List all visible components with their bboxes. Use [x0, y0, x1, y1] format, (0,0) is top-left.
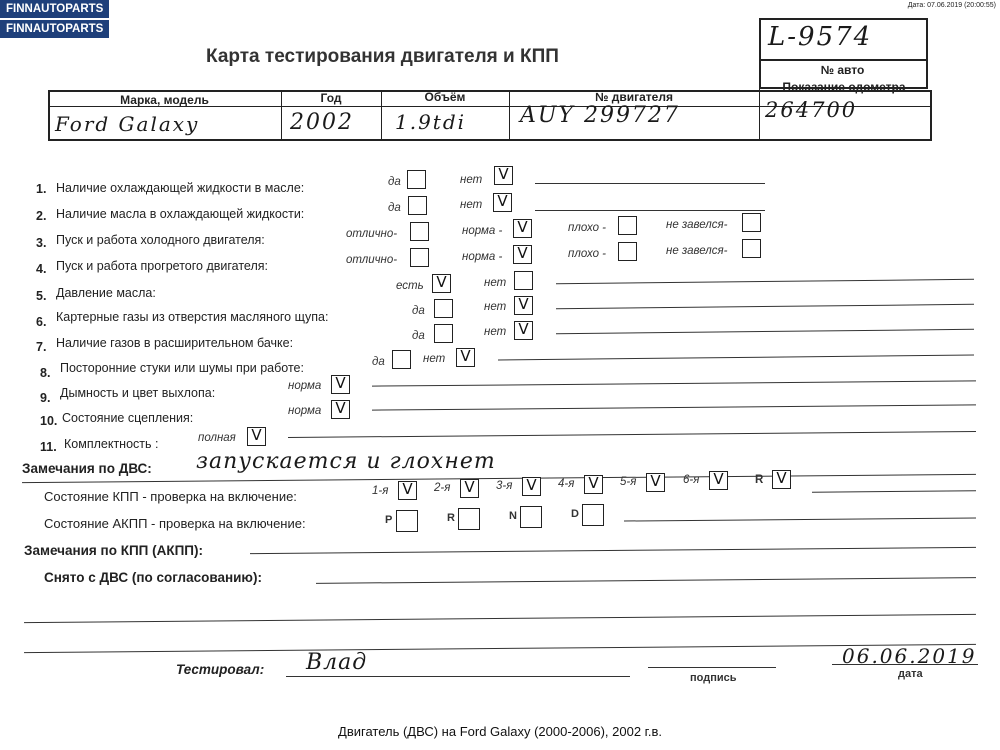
check-4-text: Пуск и работа прогретого двигателя:: [56, 259, 268, 273]
date-stamp: Дата: 07.06.2019 (20:00:55): [907, 2, 996, 9]
gear-6-label: 6-я: [683, 474, 700, 486]
tested-label: Тестировал:: [176, 662, 265, 677]
check-8-box2[interactable]: V: [456, 348, 475, 367]
auto-p-box[interactable]: [396, 510, 418, 532]
auto-gearbox-note-line: [624, 517, 976, 521]
check-4-opt4: не завелся-: [666, 245, 728, 257]
auto-p-label: P: [385, 514, 393, 526]
check-5-opt2: нет: [484, 277, 507, 289]
header-engine-no: № двигателя: [595, 90, 673, 104]
check-5-opt1: есть: [396, 280, 424, 292]
check-7-note-line: [556, 329, 974, 334]
check-5-box2[interactable]: [514, 271, 533, 290]
check-5-num: 5.: [36, 289, 47, 303]
check-2-note-line: [535, 210, 765, 211]
check-10-note-line: [372, 404, 976, 410]
check-2-num: 2.: [36, 209, 47, 223]
check-5-box1[interactable]: V: [432, 274, 451, 293]
gearbox-label: Состояние КПП - проверка на включение:: [44, 489, 297, 504]
check-2-opt2: нет: [460, 199, 483, 211]
check-9-opt1: норма: [288, 380, 322, 392]
check-11-text: Комплектность :: [64, 437, 159, 451]
auto-n-label: N: [509, 510, 517, 522]
form-title: Карта тестирования двигателя и КПП: [206, 46, 559, 67]
check-4-opt1: отлично-: [346, 254, 398, 266]
check-3-box2[interactable]: V: [513, 219, 532, 238]
signature-label: подпись: [690, 672, 737, 684]
header-year: Год: [320, 91, 342, 105]
check-1-box2[interactable]: V: [494, 166, 513, 185]
check-3-opt2: норма -: [462, 225, 503, 237]
auto-d-label: D: [571, 508, 579, 520]
tested-line: [286, 676, 630, 677]
check-8-opt2: нет: [423, 353, 446, 365]
check-1-text: Наличие охлаждающей жидкости в масле:: [56, 181, 305, 195]
check-7-opt1: да: [412, 330, 425, 342]
check-10-num: 10.: [40, 414, 58, 428]
header-volume: Объём: [424, 90, 466, 104]
check-9-text: Дымность и цвет выхлопа:: [60, 386, 216, 400]
watermark-top: FINNAUTOPARTS: [0, 0, 109, 18]
check-9-note-line: [372, 380, 976, 386]
check-8-box1[interactable]: [392, 350, 411, 369]
check-11-box1[interactable]: V: [247, 427, 266, 446]
check-8-text: Посторонние стуки или шумы при работе:: [60, 361, 304, 375]
check-4-box3[interactable]: [618, 242, 637, 261]
check-4-opt2: норма -: [462, 251, 503, 263]
check-7-num: 7.: [36, 340, 47, 354]
check-11-note-line: [288, 431, 976, 438]
auto-d-box[interactable]: [582, 504, 604, 526]
check-8-num: 8.: [40, 366, 51, 380]
header-make-model: Марка, модель: [120, 93, 209, 107]
stock-number: L-9574: [768, 22, 873, 52]
check-6-opt2: нет: [484, 301, 507, 313]
check-3-box4[interactable]: [742, 213, 761, 232]
check-4-opt3: плохо -: [568, 248, 606, 260]
check-3-opt3: плохо -: [568, 222, 606, 234]
gear-r-label: R: [755, 474, 764, 486]
check-4-num: 4.: [36, 262, 47, 276]
photo-caption: Двигатель (ДВС) на Ford Galaxy (2000-2006), 2002 г.в.: [338, 724, 662, 739]
car-number-label: № авто: [820, 63, 865, 77]
check-8-note-line: [498, 355, 974, 361]
check-3-num: 3.: [36, 236, 47, 250]
check-6-opt1: да: [412, 305, 425, 317]
check-9-num: 9.: [40, 391, 51, 405]
check-6-note-line: [556, 304, 974, 309]
check-11-opt1: полная: [198, 432, 236, 444]
check-1-box1[interactable]: [407, 170, 426, 189]
check-2-text: Наличие масла в охлаждающей жидкости:: [56, 207, 305, 221]
check-3-box3[interactable]: [618, 216, 637, 235]
check-7-text: Наличие газов в расширительном бачке:: [56, 336, 294, 350]
gear-4-box[interactable]: V: [584, 475, 603, 494]
value-year: 2002: [290, 110, 354, 135]
engine-remarks-label: Замечания по ДВС:: [22, 461, 152, 476]
check-3-opt1: отлично-: [346, 228, 398, 240]
gear-6-box[interactable]: V: [709, 471, 728, 490]
gearbox-remarks-label: Замечания по КПП (АКПП):: [24, 543, 203, 558]
value-odometer: 264700: [765, 98, 858, 122]
check-6-num: 6.: [36, 315, 47, 329]
value-volume: 1.9tdi: [395, 110, 467, 134]
check-10-text: Состояние сцепления:: [62, 411, 194, 425]
check-4-box1[interactable]: [410, 248, 429, 267]
check-1-num: 1.: [36, 182, 47, 196]
check-1-opt2: нет: [460, 174, 483, 186]
gear-1-box[interactable]: V: [398, 481, 417, 500]
stock-number-divider: [759, 59, 926, 61]
check-7-box1[interactable]: [434, 324, 453, 343]
check-10-box1[interactable]: V: [331, 400, 350, 419]
auto-r-label: R: [447, 512, 455, 524]
date-line: [832, 664, 978, 665]
check-11-num: 11.: [40, 440, 57, 454]
gear-4-label: 4-я: [558, 478, 575, 490]
gearbox-note-line: [812, 490, 976, 492]
removed-line-3: [24, 644, 976, 653]
check-5-note-line: [556, 279, 974, 284]
signature-line: [648, 667, 776, 668]
header-odometer: Показание одометра: [782, 80, 906, 94]
engine-remarks-value: запускается и глохнет: [196, 449, 496, 474]
check-6-box1[interactable]: [434, 299, 453, 318]
check-2-opt1: да: [388, 202, 401, 214]
gearbox-remarks-line: [250, 547, 976, 554]
watermark-bottom: FINNAUTOPARTS: [0, 20, 109, 38]
date-label: дата: [898, 668, 923, 680]
check-9-box1[interactable]: V: [331, 375, 350, 394]
auto-n-box[interactable]: [520, 506, 542, 528]
auto-gearbox-label: Состояние АКПП - проверка на включение:: [44, 516, 306, 531]
tested-value: Влад: [306, 650, 368, 675]
check-8-opt1: да: [372, 356, 385, 368]
check-4-box4[interactable]: [742, 239, 761, 258]
gear-3-box[interactable]: V: [522, 477, 541, 496]
removed-line-1: [316, 577, 976, 584]
value-engine-no: AUY 299727: [520, 103, 680, 128]
gear-r-box[interactable]: V: [772, 470, 791, 489]
check-2-box2[interactable]: V: [493, 193, 512, 212]
gear-5-label: 5-я: [620, 476, 637, 488]
check-7-opt2: нет: [484, 326, 507, 338]
removed-label: Снято с ДВС (по согласованию):: [44, 570, 262, 585]
value-make-model: Ford Galaxy: [55, 112, 200, 136]
check-10-opt1: норма: [288, 405, 322, 417]
check-6-box2[interactable]: V: [514, 296, 533, 315]
gear-3-label: 3-я: [496, 480, 513, 492]
check-4-box2[interactable]: V: [513, 245, 532, 264]
check-1-note-line: [535, 183, 765, 184]
auto-r-box[interactable]: [458, 508, 480, 530]
check-1-opt1: да: [388, 176, 401, 188]
check-7-box2[interactable]: V: [514, 321, 533, 340]
gear-1-label: 1-я: [372, 485, 389, 497]
check-3-opt4: не завелся-: [666, 219, 728, 231]
date-value: 06.06.2019: [842, 644, 977, 668]
check-5-text: Давление масла:: [56, 286, 156, 300]
check-3-text: Пуск и работа холодного двигателя:: [56, 233, 265, 247]
gear-5-box[interactable]: V: [646, 473, 665, 492]
gear-2-box[interactable]: V: [460, 479, 479, 498]
removed-line-2: [24, 614, 976, 623]
gear-2-label: 2-я: [434, 482, 451, 494]
check-6-text: Картерные газы из отверстия масляного щупа:: [56, 310, 329, 324]
check-3-box1[interactable]: [410, 222, 429, 241]
check-2-box1[interactable]: [408, 196, 427, 215]
